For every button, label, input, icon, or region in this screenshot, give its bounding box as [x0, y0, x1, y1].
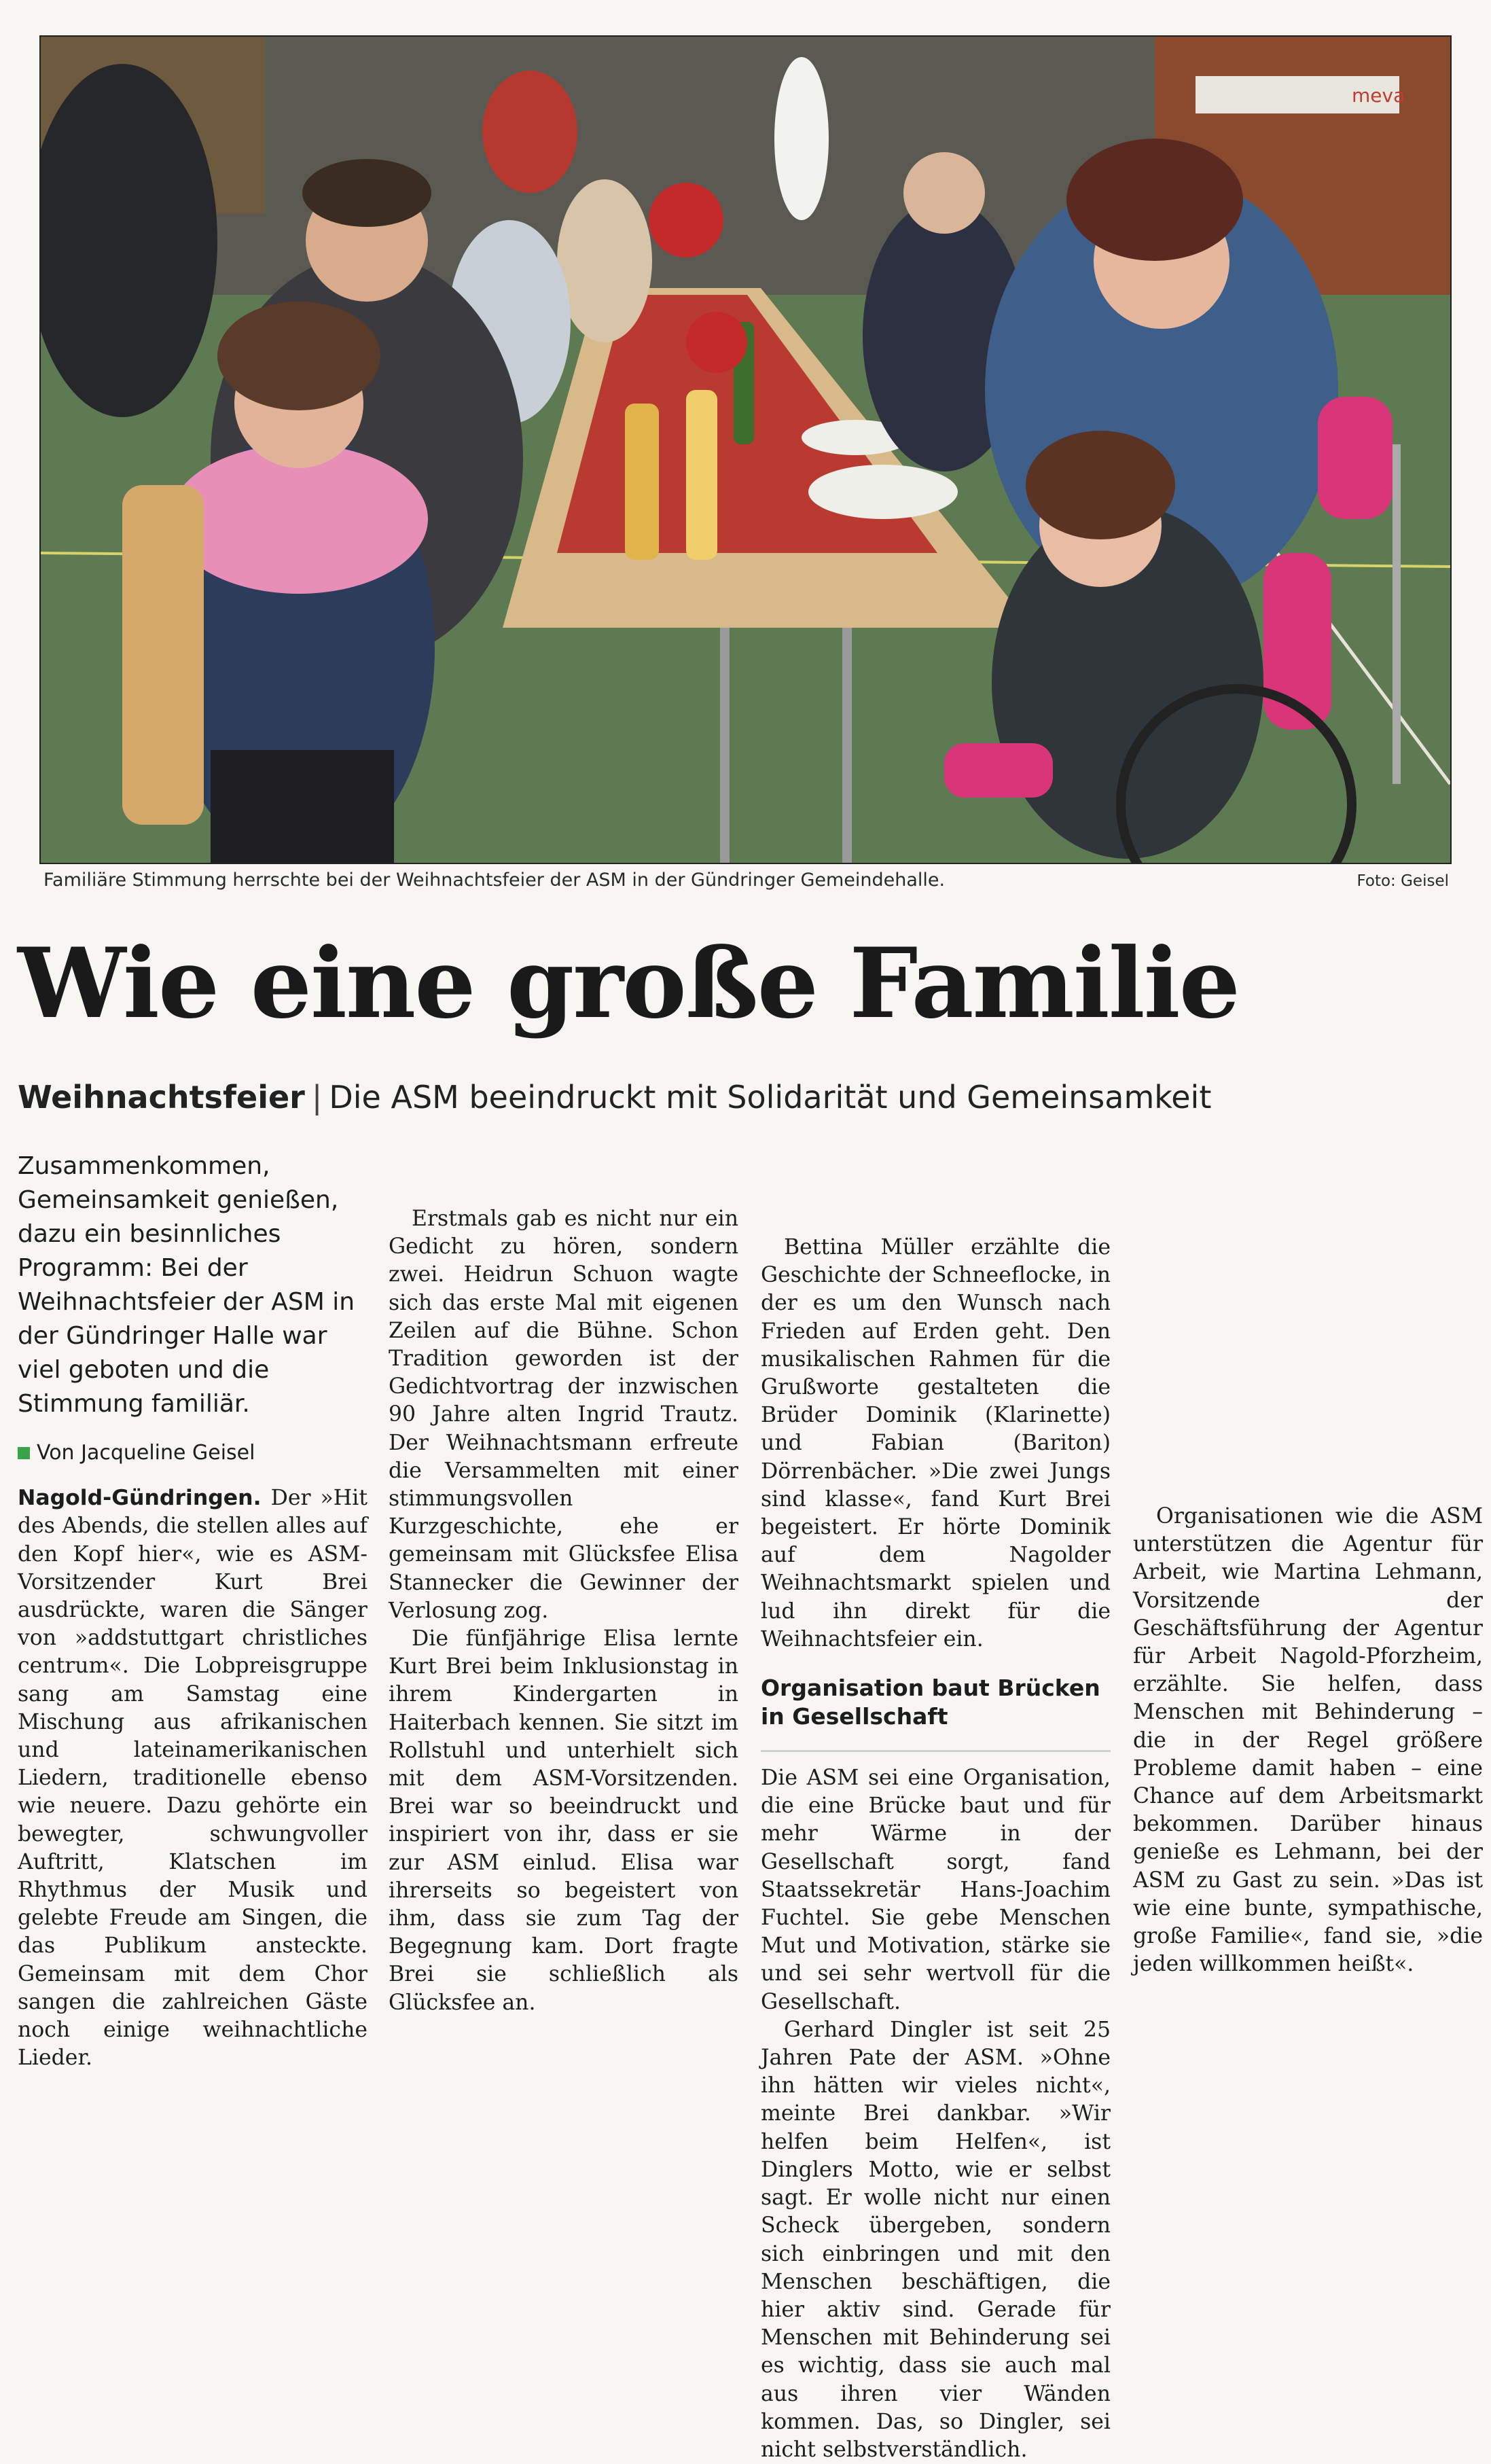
- byline: [18, 1439, 367, 1467]
- article-column-2: [389, 1149, 738, 2017]
- article-lead: Zusammenkommen, Gemeinsamkeit genießen, dazu ein besinnliches Programm: Bei der Weihnachtsfeier der ASM in der Gündringer Halle war viel geboten und die Stimmung familiär.: [18, 1152, 355, 1418]
- article-column-3: [761, 1149, 1111, 2464]
- headline: Wie eine große Familie: [18, 927, 1239, 1040]
- article-column-4: [1133, 1149, 1483, 1978]
- paragraph-4: Bettina Müller erzählte die Geschichte der Schneeflocke, in der es um den Wunsch nach Frieden auf Erden geht. Den musikalischen Rahmen für die Grußworte gestalteten die Brüder Dominik (Klarinette) und Fabian (Bariton) Dörrenbächer. »Die zwei Jungs sind klasse«, fand Kurt Brei begeistert. Er hörte Dominik auf dem Nagolder Weihnachtsmarkt spielen und lud ihn direkt für die Weihnachtsfeier ein.: [761, 1235, 1111, 1651]
- paragraph-1: [18, 1484, 367, 2072]
- paragraph-5: Die ASM sei eine Organisation, die eine Brücke baut und für mehr Wärme in der Gesellschaft sorgt, fand Staatssekretär Hans-Joachim Fuchtel. Sie gebe Menschen Mut und Motivation, stärke sie und sei sehr wertvoll für die Gesellschaft.: [761, 1766, 1111, 2014]
- subhead-kicker: Weihnachtsfeier: [18, 1079, 305, 1115]
- interheadline: Organisation baut Brücken in Gesellschaft: [761, 1674, 1111, 1752]
- photo-image: [41, 37, 1450, 863]
- photo-credit: Foto: Geisel: [1357, 872, 1449, 890]
- paragraph-6: Gerhard Dingler ist seit 25 Jahren Pate der ASM. »Ohne ihn hätten wir vieles nicht«, meinte Brei dankbar. »Wir helfen beim Helfen«, ist Dinglers Motto, wie er selbst sagt. Er wolle nicht nur einen Scheck übergeben, sondern sich einbringen und mit den Menschen beschäftigen, die hier aktiv sind. Gerade für Menschen mit Behinderung sei es wichtig, dass sie auch mal aus ihren vier Wänden kommen. Das, so Dingler, sei nicht selbstverständlich.: [761, 2017, 1111, 2462]
- subhead-separator: |: [311, 1079, 323, 1115]
- article-photo: [39, 35, 1452, 864]
- paragraph-1-text: Der »Hit des Abends, die stellen alles auf den Kopf hier«, wie es ASM-Vorsitzender Kurt Brei ausdrückte, waren die Sänger von »addstuttgart christliches centrum«. Die Lobpreisgruppe sang am Samstag eine Mischung aus afrikanischen und lateinamerikanischen Liedern, traditionelle ebenso wie neuere. Dazu gehörte ein bewegter, schwungvoller Auftritt, Klatschen im Rhythmus der Musik und gelebte Freude am Singen, die das Publikum ansteckte. Gemeinsam mit dem Chor sangen die zahlreichen Gäste noch einige weihnachtliche Lieder.: [18, 1486, 367, 2071]
- paragraph-2: Erstmals gab es nicht nur ein Gedicht zu hören, sondern zwei. Heidrun Schuon wagte sich das erste Mal mit eigenen Zeilen auf die Bühne. Schon Tradition geworden ist der Gedichtvortrag der inzwischen 90 Jahre alten Ingrid Trautz. Der Weihnachtsmann erfreute die Versammelten mit einer stimmungsvollen Kurzgeschichte, ehe er gemeinsam mit Glücksfee Elisa Stannecker die Gewinner der Verlosung zog.: [389, 1207, 738, 1623]
- paragraph-3: Die fünfjährige Elisa lernte Kurt Brei beim Inklusionstag in ihrem Kindergarten in Haiterbach kennen. Sie sitzt im Rollstuhl und unterhielt sich mit dem ASM-Vorsitzenden. Brei war so beeindruckt und inspiriert von ihr, dass er sie zur ASM einlud. Elisa war ihrerseits so begeistert von ihm, dass sie zum Tag der Begegnung kam. Dort fragte Brei sie schließlich als Glücksfee an.: [389, 1626, 738, 2015]
- paragraph-7: Organisationen wie die ASM unterstützen die Agentur für Arbeit, wie Martina Lehmann, Vorsitzende der Geschäftsführung der Agentur für Arbeit Nagold-Pforzheim, erzählte. Sie helfen, dass Menschen mit Behinderung – die in der Regel größere Probleme damit haben – eine Chance auf dem Arbeitsmarkt bekommen. Darüber hinaus genieße es Lehmann, bei der ASM zu Gast zu sein. »Das ist wie eine bunte, sympathische, große Familie«, fand sie, »die jeden willkommen heißt«.: [1133, 1504, 1483, 1977]
- subheadline: [18, 1079, 1471, 1115]
- byline-text: Von Jacqueline Geisel: [37, 1441, 255, 1465]
- caption-text: Familiäre Stimmung herrschte bei der Weihnachtsfeier der ASM in der Gündringer Gemeindehalle.: [43, 870, 946, 891]
- banner-text: meva: [1352, 84, 1405, 107]
- dateline: Nagold-Gündringen.: [18, 1486, 262, 1511]
- article-column-1: [18, 1149, 367, 2072]
- subhead-text: Die ASM beeindruckt mit Solidarität und Gemeinsamkeit: [329, 1079, 1212, 1115]
- byline-square-icon: [18, 1447, 30, 1459]
- photo-caption: [39, 870, 1449, 897]
